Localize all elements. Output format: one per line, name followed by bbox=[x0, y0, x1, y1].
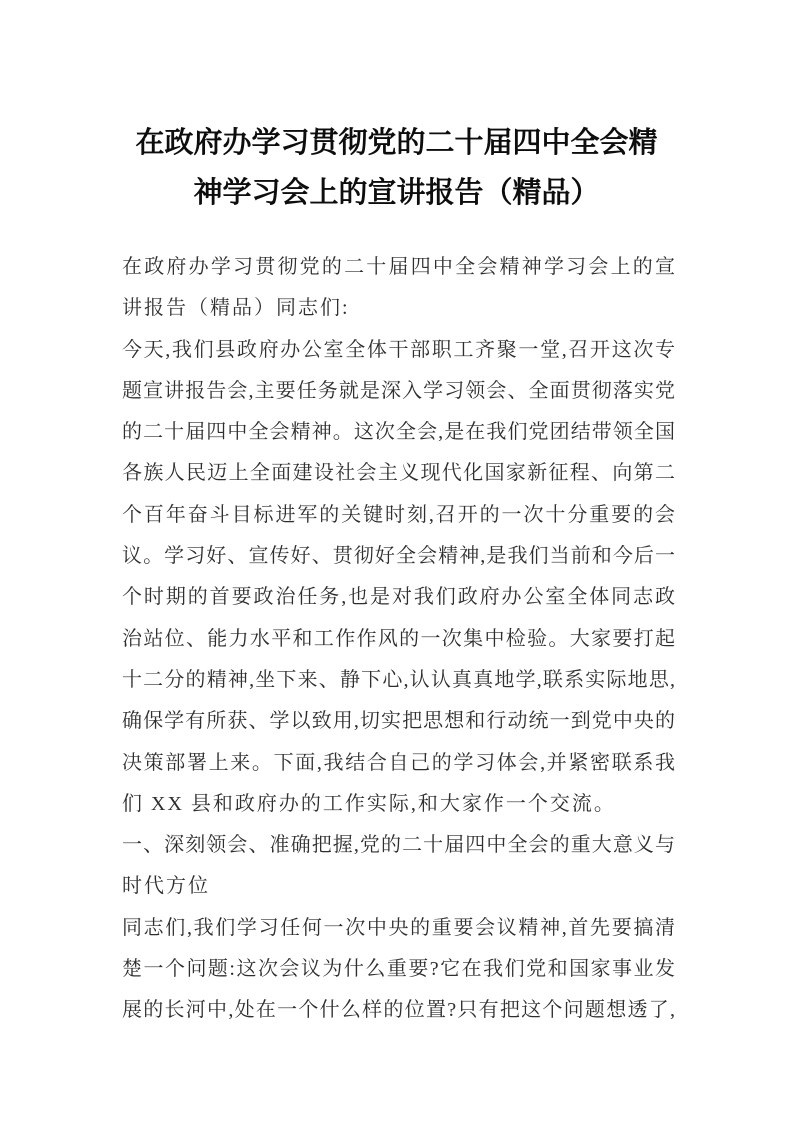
document-title bbox=[0, 118, 793, 218]
body-line: 治站位、能力水平和工作作风的一次集中检验。大家要打起 bbox=[122, 627, 675, 650]
document-body bbox=[122, 247, 675, 1032]
document-title-line-2: 神学习会上的宣讲报告（精品） bbox=[193, 177, 600, 209]
body-line: 同志们,我们学习任何一次中央的重要会议精神,首先要搞清 bbox=[122, 916, 675, 939]
body-line: 各族人民迈上全面建设社会主义现代化国家新征程、向第二 bbox=[122, 462, 675, 485]
body-line: 时代方位 bbox=[122, 875, 210, 898]
body-line: 的二十届四中全会精神。这次全会,是在我们党团结带领全国 bbox=[122, 421, 675, 444]
body-line: 讲报告（精品）同志们: bbox=[122, 297, 350, 320]
document-title-line-1: 在政府办学习贯彻党的二十届四中全会精 bbox=[135, 127, 658, 159]
body-line: 确保学有所获、学以致用,切实把思想和行动统一到党中央的 bbox=[122, 710, 675, 733]
body-line: 个时期的首要政治任务,也是对我们政府办公室全体同志政 bbox=[122, 586, 675, 609]
body-line: 个百年奋斗目标进军的关键时刻,召开的一次十分重要的会 bbox=[122, 503, 675, 526]
body-line: 决策部署上来。下面,我结合自己的学习体会,并紧密联系我 bbox=[122, 751, 675, 774]
body-line: 题宣讲报告会,主要任务就是深入学习领会、全面贯彻落实党 bbox=[122, 379, 675, 402]
body-line: 展的长河中,处在一个什么样的位置?只有把这个问题想透了, bbox=[122, 999, 675, 1022]
body-line: 议。学习好、宣传好、贯彻好全会精神,是我们当前和今后一 bbox=[122, 545, 675, 568]
body-line: 今天,我们县政府办公室全体干部职工齐聚一堂,召开这次专 bbox=[122, 338, 675, 361]
body-line: 在政府办学习贯彻党的二十届四中全会精神学习会上的宣 bbox=[122, 256, 675, 278]
body-line section-heading: 一、深刻领会、准确把握,党的二十届四中全会的重大意义与 bbox=[122, 834, 675, 857]
body-line: 们 XX 县和政府办的工作实际,和大家作一个交流。 bbox=[122, 792, 616, 815]
body-line: 楚一个问题:这次会议为什么重要?它在我们党和国家事业发 bbox=[122, 958, 675, 981]
body-line: 十二分的精神,坐下来、静下心,认认真真地学,联系实际地思, bbox=[122, 668, 675, 691]
